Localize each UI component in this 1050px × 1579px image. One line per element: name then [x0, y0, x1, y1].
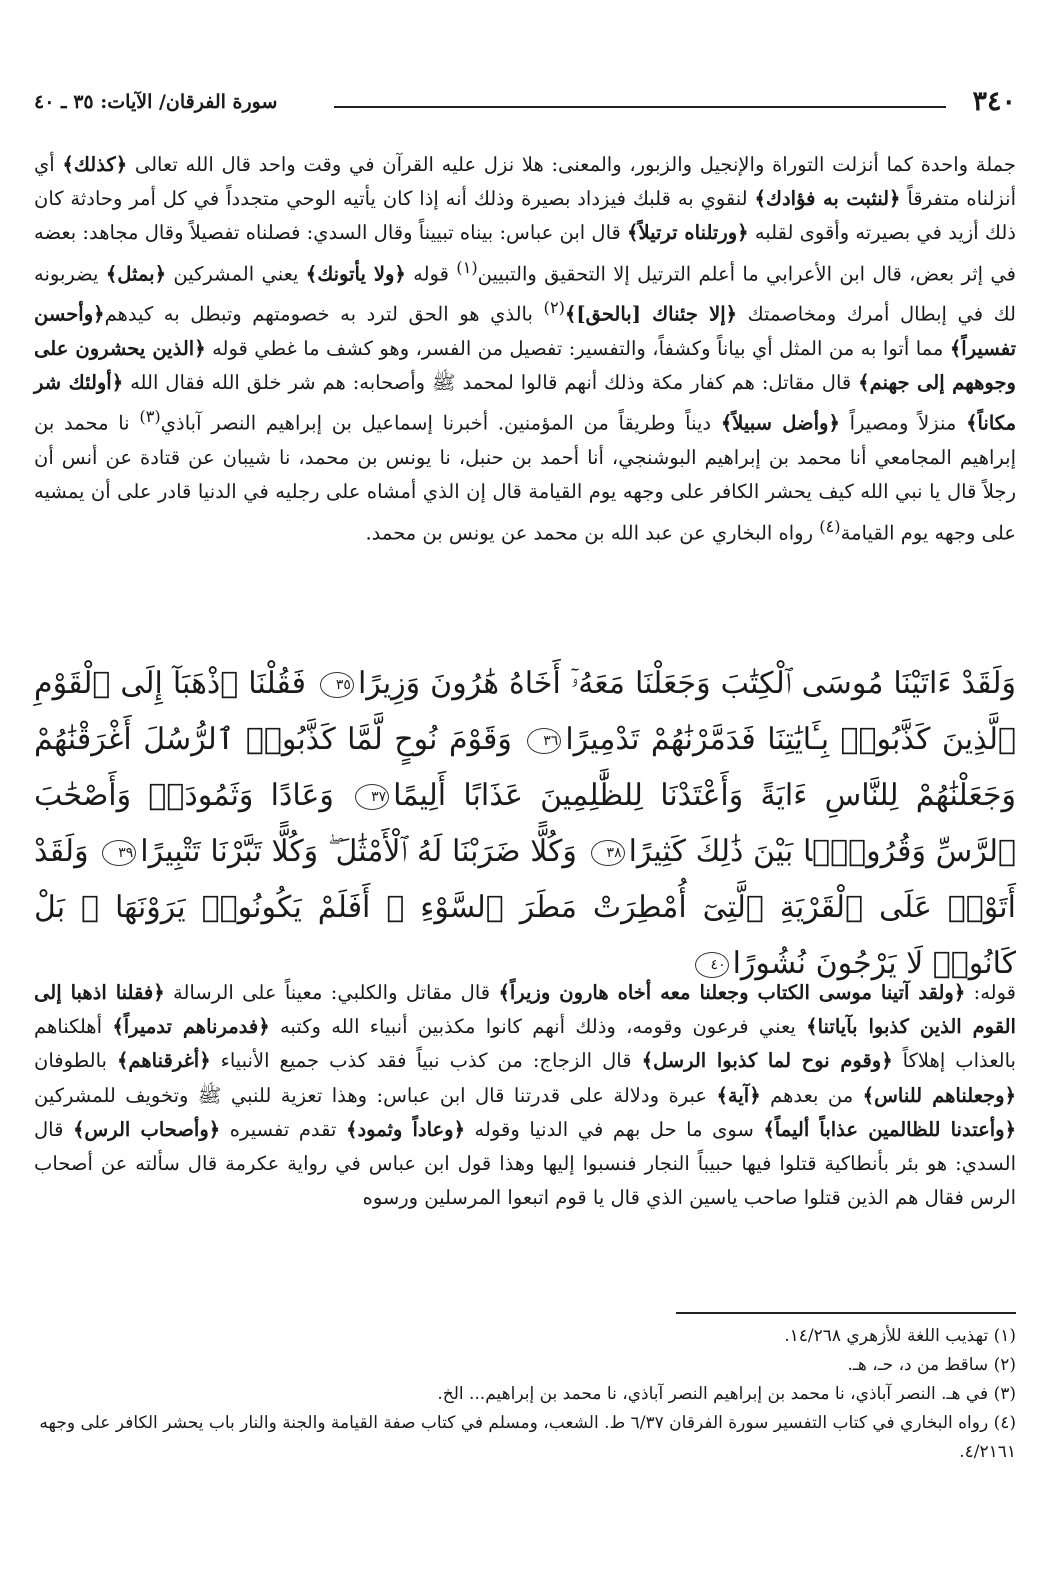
footnote-2: (٢) ساقط من د، حـ، هـ. — [847, 1355, 1016, 1375]
text-run: تقدم تفسيره — [220, 1117, 347, 1141]
quran-quote: ﴿وأضل سبيلاً﴾ — [720, 411, 840, 435]
ayah-number-marker: ٣٩ — [102, 840, 136, 866]
text-run: منزلاً ومصيراً — [839, 411, 967, 435]
page-header — [34, 84, 1016, 124]
text-run: قال مقاتل: هم كفار مكة وذلك أنهم قالوا لمحمد ﷺ وأصحابه: هم شر خلق الله فقال الله — [123, 371, 859, 395]
ayah-number-marker: ٣٧ — [355, 784, 389, 810]
quran-quote: ﴿أولئك شر مكاناً﴾ — [34, 371, 1017, 435]
quran-quote: ﴿وأعتدنا للظالمين عذاباً أليماً﴾ — [763, 1117, 1016, 1141]
header-rule — [334, 106, 946, 108]
ayah-number-marker: ٣٨ — [591, 840, 625, 866]
quran-quote: ﴿آية﴾ — [716, 1083, 761, 1107]
verse-36: فَقُلْنَا ٱذْهَبَآ إِلَى ٱلْقَوْمِ ٱلَّذِينَ كَذَّبُوا۟ بِـَٔايَٰتِنَا فَدَمَّرْنَٰهُمْ تَدْمِيرًا — [34, 666, 1016, 757]
text-run: أهلكناهم بالعذاب إهلاكاً — [34, 1015, 1016, 1073]
text-run: يضربونه لك في إبطال أمرك ومخاصمتك — [34, 262, 1016, 326]
footnote-ref: (٢) — [543, 298, 565, 318]
quran-quote: ﴿الذين يحشرون على وجوههم إلى جهنم﴾ — [34, 337, 1016, 395]
ayah-number-marker: ٤٠ — [695, 952, 729, 978]
footnote-ref: (٣) — [139, 407, 161, 427]
verse-39: وَكُلًّا ضَرَبْنَا لَهُ ٱلْأَمْثَٰلَ ۖ وَكُلًّا تَبَّرْنَا تَتْبِيرًا — [140, 834, 577, 869]
text-run: رواه البخاري عن عبد الله بن محمد عن يونس بن محمد. — [365, 521, 820, 545]
quran-quote: ﴿ولا يأتونك﴾ — [305, 262, 406, 286]
text-run: سوى ما حل بهم في الدنيا وقوله — [465, 1117, 764, 1141]
verse-37: وَقَوْمَ نُوحٍ لَّمَّا كَذَّبُوا۟ ٱلرُّسُلَ أَغْرَقْنَٰهُمْ وَجَعَلْنَٰهُمْ لِلنَّاسِ ءَايَةً وَأَعْتَدْنَا لِلظَّٰلِمِينَ عَذَابًا أَلِيمًا — [34, 722, 1016, 813]
footnote-4: (٤) رواه البخاري في كتاب التفسير سورة الفرقان ٦/٣٧ ط. الشعب، ومسلم في كتاب صفة القيامة والجنة والنار باب يحشر الكافر على وجهه ٤/٢١٦١. — [39, 1413, 1016, 1462]
ayah-number-marker: ٣٦ — [527, 728, 561, 754]
text-run: لنقوي به قلبك فيزداد بصيرة وذلك أنه إذا كان يأتيه الوحي متجدداً في كل أمر وحادثة كان ذلك أزيد في بصيرته وأقوى لقلبه — [34, 187, 1016, 245]
footnotes-list — [34, 1322, 1016, 1467]
footnote-ref: (٤) — [819, 516, 841, 536]
quran-verses-block — [34, 656, 1016, 992]
verse-38: وَعَادًا وَثَمُودَا۟ وَأَصْحَٰبَ ٱلرَّسِّ وَقُرُونًۢا بَيْنَ ذَٰلِكَ كَثِيرًا — [34, 778, 1017, 869]
quran-quote: ﴿فقلنا اذهبا إلى القوم الذين كذبوا بآياتنا﴾ — [34, 981, 1016, 1039]
quran-quote: ﴿ولقد آتينا موسى الكتاب وجعلنا معه أخاه هارون وزيراً﴾ — [498, 981, 966, 1004]
verse-40: وَلَقَدْ أَتَوْا۟ عَلَى ٱلْقَرْيَةِ ٱلَّتِىٓ أُمْطِرَتْ مَطَرَ ٱلسَّوْءِ ۚ أَفَلَمْ يَكُونُوا۟ يَرَوْنَهَا ۚ بَلْ كَانُوا۟ لَا يَرْجُونَ نُشُورًا — [34, 834, 1016, 981]
text-run: أي أنزلناه متفرقاً — [34, 153, 1016, 211]
quran-quote: ﴿وقوم نوح لما كذبوا الرسل﴾ — [641, 1049, 893, 1073]
quran-quote: ﴿لنثبت به فؤادك﴾ — [754, 187, 901, 211]
commentary-paragraph-2 — [34, 976, 1016, 1215]
text-run: يعني فرعون وقومه، وذلك أنهم كانوا مكذبين أنبياء الله وكتبه — [269, 1015, 807, 1039]
text-run: من بعدهم — [760, 1083, 863, 1107]
quran-quote: ﴿بمثل﴾ — [105, 262, 167, 286]
quran-quote: ﴿أغرقناهم﴾ — [116, 1049, 211, 1073]
quran-quote: ﴿إلا جئناك [بالحق]﴾ — [564, 302, 738, 326]
text-run: قال مقاتل والكلبي: معيناً على الرسالة — [164, 981, 499, 1004]
book-page — [34, 0, 1016, 1579]
text-run: قال الزجاج: من كذب نبياً فقد كذب جميع الأنبياء — [210, 1049, 642, 1073]
footnote-ref: (١) — [456, 257, 478, 277]
ayah-number-marker: ٣٥ — [320, 672, 354, 698]
quran-quote: ﴿ورتلناه ترتيلاً﴾ — [627, 221, 749, 245]
text-run: بالطوفان — [34, 1049, 117, 1073]
text-run: قال السدي: هو بئر بأنطاكية قتلوا فيها حبيباً النجار فنسبوا إليها وهذا قول ابن عباس في رواية عكرمة قال سألته عن أصحاب الرس فقال هم الذين قتلوا صاحب ياسين الذي قال يا قوم اتبعوا المرسلين ورسوه — [34, 1117, 1016, 1210]
text-run: مما أتوا به من المثل أي بياناً وكشفاً، والتفسير: تفصيل من الفسر، وهو كشف ما غطي قوله — [205, 337, 950, 361]
footnote-3: (٣) في هـ. النصر آباذي، نا محمد بن إبراهيم النصر آباذي، نا محمد بن إبراهيم... الخ. — [437, 1384, 1016, 1404]
running-title: سورة الفرقان/ الآيات: ٣٥ ـ ٤٠ — [34, 91, 278, 113]
text-run: جملة واحدة كما أنزلت التوراة والإنجيل والزبور، والمعنى: هلا نزل عليه القرآن في وقت واحد قال الله تعالى — [127, 153, 1016, 176]
quran-quote: ﴿وجعلناهم للناس﴾ — [862, 1083, 1017, 1107]
text-run: نا محمد بن إبراهيم المجامعي أنا محمد بن إبراهيم البوشنجي، أنا أحمد بن حنبل، نا يونس بن محمد، نا شيبان عن قتادة عن أنس أن رجلاً قال يا نبي الله كيف يحشر الكافر على وجهه يوم القيامة قال إن الذي أمشاه على رجليه في الدنيا قادر على أن يمشيه على وجهه يوم القيامة — [34, 411, 1016, 545]
quran-quote: ﴿كذلك﴾ — [62, 153, 128, 176]
text-run: بالذي هو الحق لترد به خصومتهم وتبطل به كيدهم — [104, 302, 544, 326]
text-run: ديناً وطريقاً من المؤمنين. أخبرنا إسماعيل بن إبراهيم النصر آباذي — [160, 411, 721, 435]
text-run: عبرة ودلالة على قدرتنا قال ابن عباس: وهذا تعزية للنبي ﷺ وتخويف للمشركين — [34, 1083, 717, 1107]
verse-35: وَلَقَدْ ءَاتَيْنَا مُوسَى ٱلْكِتَٰبَ وَجَعَلْنَا مَعَهُۥٓ أَخَاهُ هَٰرُونَ وَزِيرًا — [357, 666, 1016, 701]
text-run: يعني المشركين — [166, 262, 306, 286]
quran-quote: ﴿وعاداً وثمود﴾ — [346, 1117, 465, 1141]
quran-quote: ﴿فدمرناهم تدميراً﴾ — [112, 1015, 270, 1039]
text-run: قال ابن عباس: بيناه تبييناً وقال السدي: فصلناه تفصيلاً وقال مجاهد: بعضه في إثر بعض، قال ابن الأعرابي ما أعلم الترتيل إلا التحقيق والتبيين — [34, 221, 1016, 286]
quran-quote: ﴿وأصحاب الرس﴾ — [73, 1117, 221, 1141]
quran-quote: ﴿وأحسن تفسيراً﴾ — [34, 302, 1017, 361]
text-run: قوله: — [965, 981, 1017, 1004]
text-run: قوله — [405, 262, 457, 286]
footnote-1: (١) تهذيب اللغة للأزهري ١٤/٢٦٨. — [784, 1326, 1016, 1346]
footnote-separator — [676, 1312, 1016, 1314]
commentary-paragraph-1 — [34, 148, 1016, 550]
page-number: ٣٤٠ — [972, 86, 1016, 117]
